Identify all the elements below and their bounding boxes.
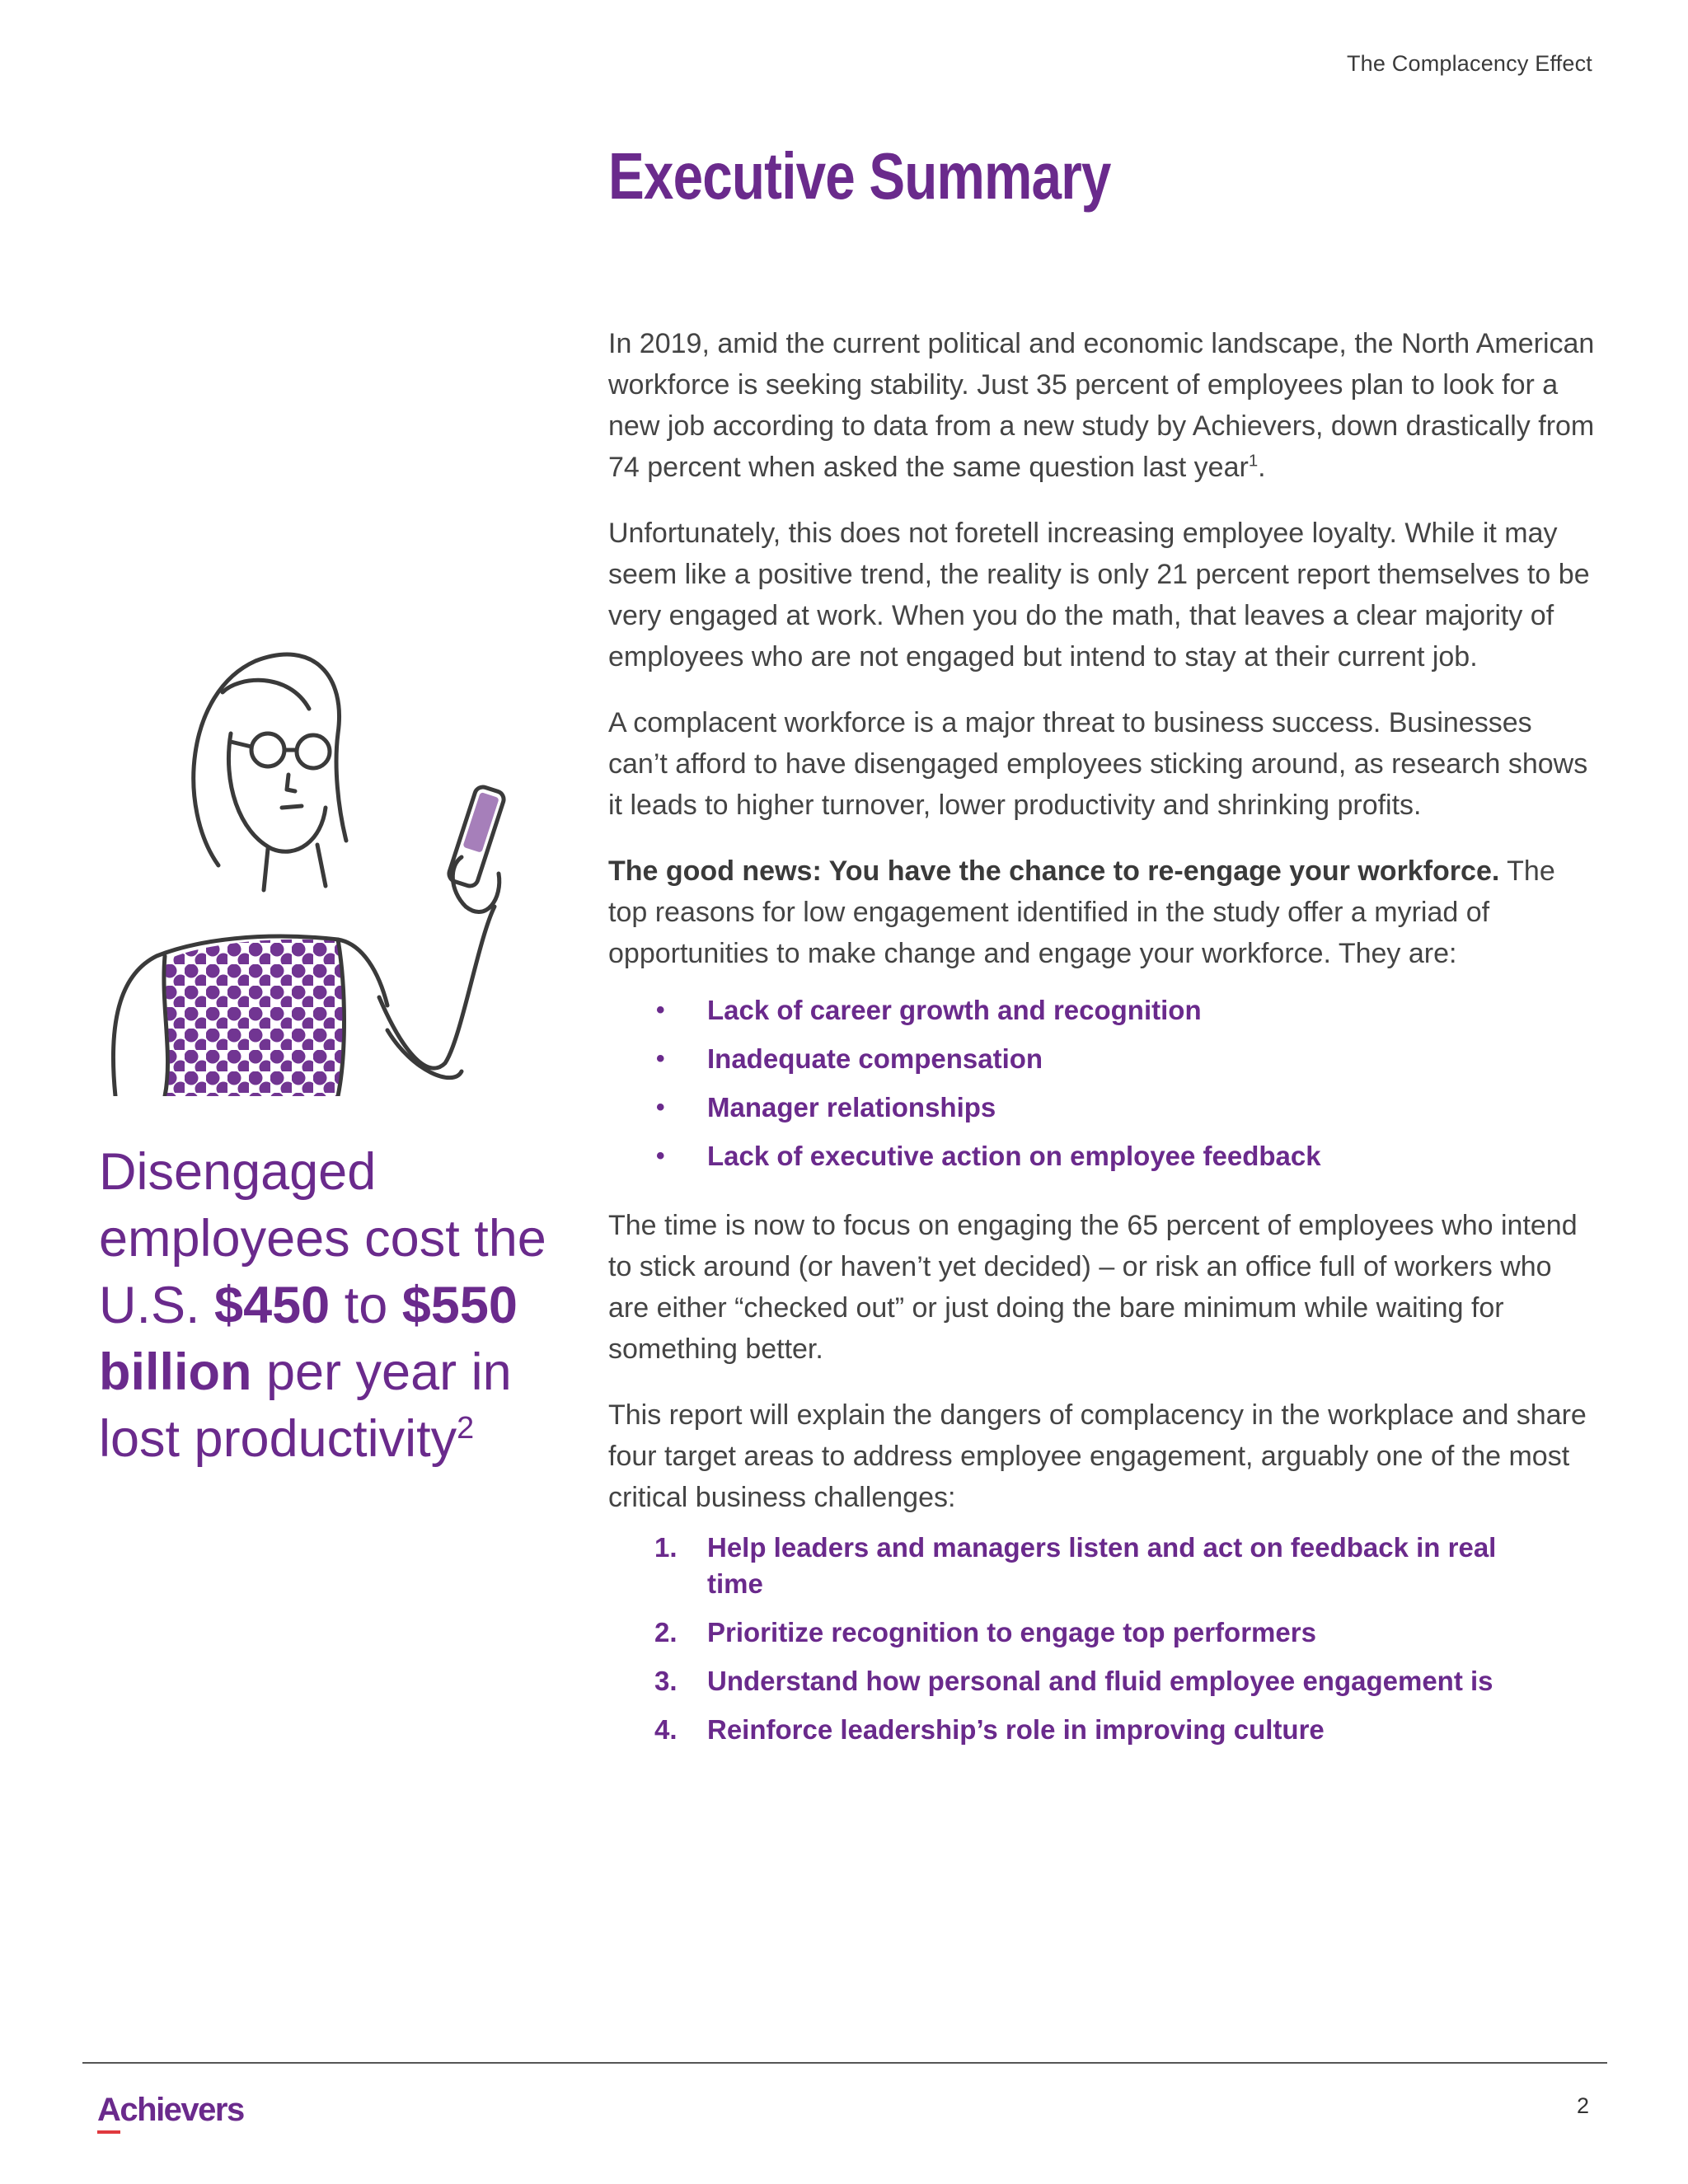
callout-text-3: per year in lost productivity — [99, 1343, 512, 1468]
callout-text-1: Disengaged employees cost the U.S. — [99, 1143, 546, 1334]
footer-divider — [82, 2062, 1607, 2064]
reason-text: Manager relationships — [707, 1092, 996, 1122]
list-item — [608, 986, 1597, 1034]
list-item — [608, 1132, 1597, 1180]
area-text: Help leaders and managers listen and act on feedback in real time — [707, 1532, 1497, 1599]
paragraph-2: Unfortunately, this does not foretell increasing employee loyalty. While it may seem like a positive trend, the reality is only 21 percent report themselves to be very engaged at work. When you do the math, that leaves a clear majority of employees who are not engaged but intend to stay at their current job. — [608, 518, 1590, 673]
paragraph-5: The time is now to focus on engaging the 65 percent of employees who intend to stick around (or haven’t yet decided) – or risk an office full of workers who are either “checked out” or just doing the bare minimum while waiting for something better. — [608, 1210, 1578, 1365]
area-text: Understand how personal and fluid employee engagement is — [707, 1666, 1493, 1696]
callout-amount-high: $550 billion — [99, 1277, 518, 1401]
list-item — [608, 1663, 1531, 1699]
paragraph-6: This report will explain the dangers of complacency in the workplace and share four target areas to address employee engagement, arguably one of the most critical business challenges: — [608, 1399, 1587, 1513]
list-number: 3. — [654, 1666, 678, 1696]
page-title: Executive Summary — [608, 139, 1111, 213]
list-number: 1. — [654, 1532, 678, 1563]
logo-underline — [97, 2130, 120, 2134]
reason-text: Lack of executive action on employee feedback — [707, 1141, 1321, 1171]
bullet-icon: • — [656, 996, 665, 1024]
paragraph-1-end: . — [1258, 452, 1266, 483]
woman-with-phone-illustration — [99, 643, 528, 1096]
reason-text: Inadequate compensation — [707, 1043, 1043, 1074]
callout-amount-low: $450 — [214, 1277, 331, 1334]
target-areas-list — [608, 1530, 1597, 1748]
reason-text: Lack of career growth and recognition — [707, 995, 1202, 1025]
paragraph-4-text: The top reasons for low engagement identified in the study offer a myriad of opportunities to make change and engage your workforce. They are: — [608, 855, 1555, 969]
list-item — [608, 1034, 1597, 1083]
summary-body — [608, 323, 1597, 1760]
paragraph-4-lead: The good news: You have the chance to re-engage your workforce. — [608, 855, 1500, 887]
area-text: Reinforce leadership’s role in improving culture — [707, 1714, 1325, 1745]
list-item — [608, 1615, 1531, 1651]
callout-footnote: 2 — [457, 1411, 475, 1446]
bullet-icon: • — [656, 1045, 665, 1072]
list-item — [608, 1712, 1531, 1748]
reasons-list — [608, 986, 1597, 1180]
list-item — [608, 1530, 1531, 1602]
area-text: Prioritize recognition to engage top performers — [707, 1617, 1316, 1647]
list-number: 2. — [654, 1617, 678, 1647]
page-number: 2 — [1576, 2093, 1589, 2118]
statistic-callout — [99, 1139, 560, 1473]
paragraph-3: A complacent workforce is a major threat to business success. Businesses can’t afford to have disengaged employees sticking around, as research shows it leads to higher turnover, lower productivity and shrinking profits. — [608, 707, 1588, 821]
logo-text: Achievers — [97, 2092, 244, 2128]
bullet-icon: • — [656, 1094, 665, 1121]
paragraph-4 — [608, 851, 1597, 974]
achievers-logo — [97, 2092, 244, 2129]
callout-text-2: to — [330, 1277, 402, 1334]
list-number: 4. — [654, 1714, 678, 1745]
running-header: The Complacency Effect — [1346, 51, 1592, 76]
paragraph-1 — [608, 323, 1597, 488]
list-item — [608, 1083, 1597, 1132]
bullet-icon: • — [656, 1142, 665, 1169]
footnote-1: 1 — [1248, 452, 1259, 471]
paragraph-1-text: In 2019, amid the current political and economic landscape, the North American workforce is seeking stability. Just 35 percent of employees plan to look for a new job according to data from a new study by Achievers, down drastically from 74 percent when asked the same question last year — [608, 328, 1595, 483]
